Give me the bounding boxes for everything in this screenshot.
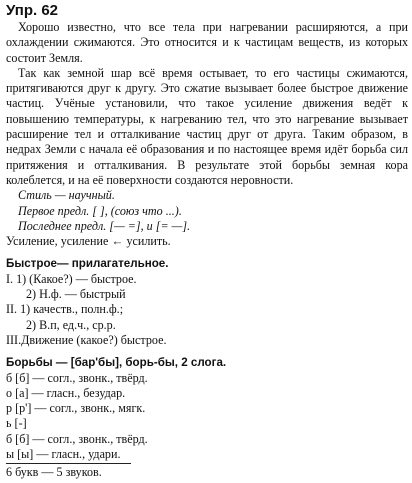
first-sentence-scheme: Первое предл. [ ], (союз что ...). [18, 203, 182, 218]
exercise-page [6, 2, 408, 481]
phonetic-line: б [б] — согл., звонк., твёрд. [6, 431, 148, 446]
phonetic-header: Борьбы — [бар'бы], борь-бы, 2 слога. [6, 356, 227, 370]
phonetic-line: б [б] — согл., звонк., твёрд. [6, 370, 148, 385]
last-sentence-scheme: Последнее предл. [— =], и [= —]. [18, 218, 191, 233]
phonetic-line: р [р'] — согл., звонк., мягк. [6, 401, 146, 416]
paragraph-1: Хорошо известно, что все тела при нагревании расширяются, а при охлаждении сжимаются. Это относится и к частицам веществ, из которых состоит Земля. [6, 20, 408, 65]
morph-line: III.Движение (какое?) быстрое. [6, 332, 167, 347]
paragraph-2: Так как земной шар всё время остывает, то его частицы сжимаются, притягиваются друг к другу. Это сжатие вызывает более быстрое движение частиц. Учёные установили, что такое усиление движения ведёт к повышению температуры, к нагреванию тел, что это нагревание вызывает расширение тел и отталкивание частиц друг от друга. Таким образом, в недрах Земли с начала её образования и по настоящее время идёт борьба сил притяжения и отталкивания. В результате этой борьбы земная кора колеблется, и на её поверхности создаются неровности. [6, 65, 408, 187]
morph-line: 2) В.п, ед.ч., ср.р. [26, 317, 116, 332]
word-formation-line: Усиление, усиление ← усилить. [6, 234, 171, 249]
phonetic-summary: 6 букв — 5 звуков. [6, 465, 102, 480]
morph-line: I. 1) (Какое?) — быстрое. [6, 271, 137, 286]
morph-header: Быстрое— прилагательное. [6, 257, 169, 271]
phonetic-line: о [а] — гласн., безудар. [6, 385, 126, 400]
exercise-title: Упр. 62 [6, 2, 59, 19]
morph-line: II. 1) качеств., полн.ф.; [6, 302, 124, 317]
morph-line: 2) Н.ф. — быстрый [26, 287, 126, 302]
phonetic-line: ы [ы] — гласн., удари. [6, 447, 121, 462]
phonetic-line: ь [-] [6, 416, 27, 431]
style-line: Стиль — научный. [18, 188, 115, 203]
summary-rule [6, 463, 131, 464]
